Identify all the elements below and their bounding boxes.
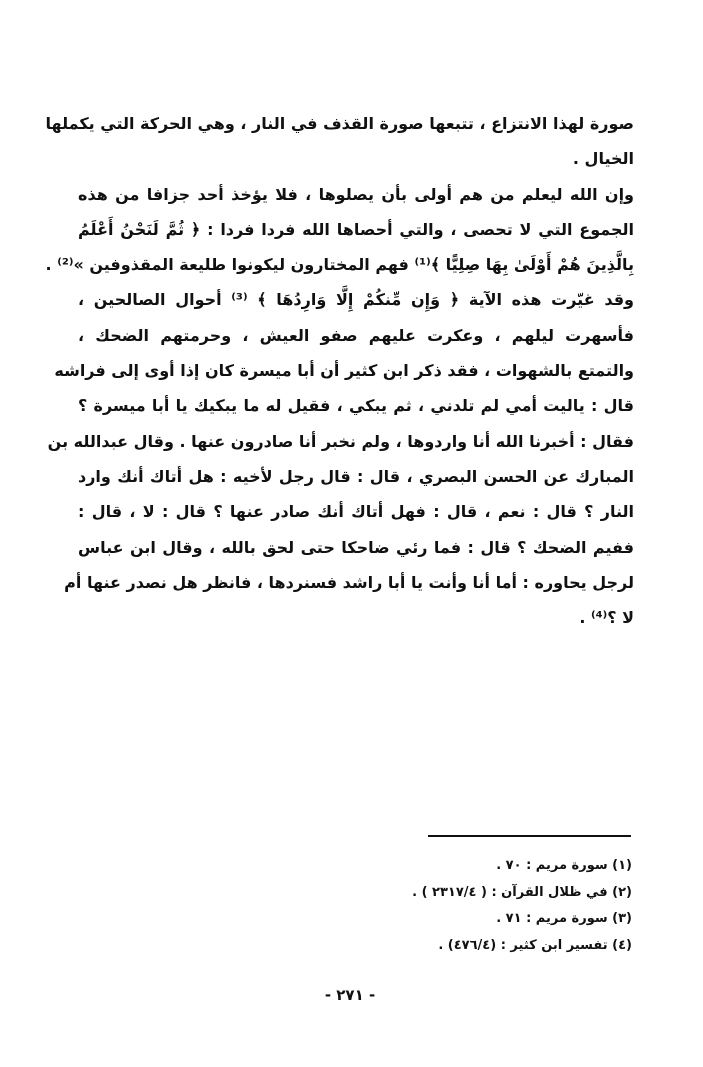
text-line: فأسهرت ليلهم ، وعكرت عليهم صفو العيش ، وحرمتهم الضحك ، xyxy=(78,325,634,345)
text-line: قال : ياليت أمي لم تلدني ، ثم يبكي ، فقيل له ما يبكيك يا أبا ميسرة ؟ xyxy=(78,396,634,416)
main-text-block xyxy=(45,106,634,635)
text-line: الخيال . xyxy=(572,149,634,169)
text-line: ففيم الضحك ؟ قال : فما رئي ضاحكا حتى لحق بالله ، وقال ابن عباس xyxy=(78,537,634,557)
text-line: بِالَّذِينَ هُمْ أَوْلَىٰ بِهَا صِلِيًّا ﴾⁽¹⁾ فهم المختارون ليكونوا طليعة المقذوفين »⁽²⁾ . xyxy=(45,255,634,275)
text-line: لا ؟⁽⁴⁾ . xyxy=(579,608,634,628)
text-line: صورة لهذا الانتزاع ، تتبعها صورة القذف في النار ، وهي الحركة التي يكملها xyxy=(45,114,634,133)
text-line: وقد غيّرت هذه الآية ﴿ وَإِن مِّنكُمْ إِلَّا وَارِدُهَا ﴾ ⁽³⁾ أحوال الصالحين ، xyxy=(78,290,634,310)
footnote-item: (١) سورة مريم : ٧٠ . xyxy=(496,858,632,873)
footnote-separator xyxy=(428,835,631,837)
text-line: وإن الله ليعلم من هم أولى بأن يصلوها ، فلا يؤخذ أحد جزافا من هذه xyxy=(78,184,634,204)
text-line: والتمتع بالشهوات ، فقد ذكر ابن كثير أن أبا ميسرة كان إذا أوى إلى فراشه xyxy=(54,361,634,381)
footnote-item: (٢) في ظلال القرآن : ( ٢٣١٧/٤ ) . xyxy=(412,884,632,900)
footnote-item: (٤) تفسير ابن كثير : (٤٧٦/٤) . xyxy=(438,937,632,953)
text-line: فقال : أخبرنا الله أنا واردوها ، ولم نخبر أنا صادرون عنها . وقال عبدالله بن xyxy=(47,431,634,451)
footnote-item: (٣) سورة مريم : ٧١ . xyxy=(496,911,632,926)
page-number: - ٢٧١ - xyxy=(324,986,376,1004)
text-line: النار ؟ قال : نعم ، قال : فهل أتاك أنك صادر عنها ؟ قال : لا ، قال : xyxy=(78,502,634,522)
text-line: المبارك عن الحسن البصري ، قال : قال رجل لأخيه : هل أتاك أنك وارد xyxy=(78,466,634,486)
text-line: الجموع التي لا تحصى ، والتي أحصاها الله فردا فردا : ﴿ ثُمَّ لَنَحْنُ أَعْلَمُ xyxy=(78,219,634,239)
footnotes-block xyxy=(330,853,632,959)
text-line: لرجل يحاوره : أما أنا وأنت يا أبا راشد فسنردها ، فانظر هل نصدر عنها أم xyxy=(64,572,634,592)
